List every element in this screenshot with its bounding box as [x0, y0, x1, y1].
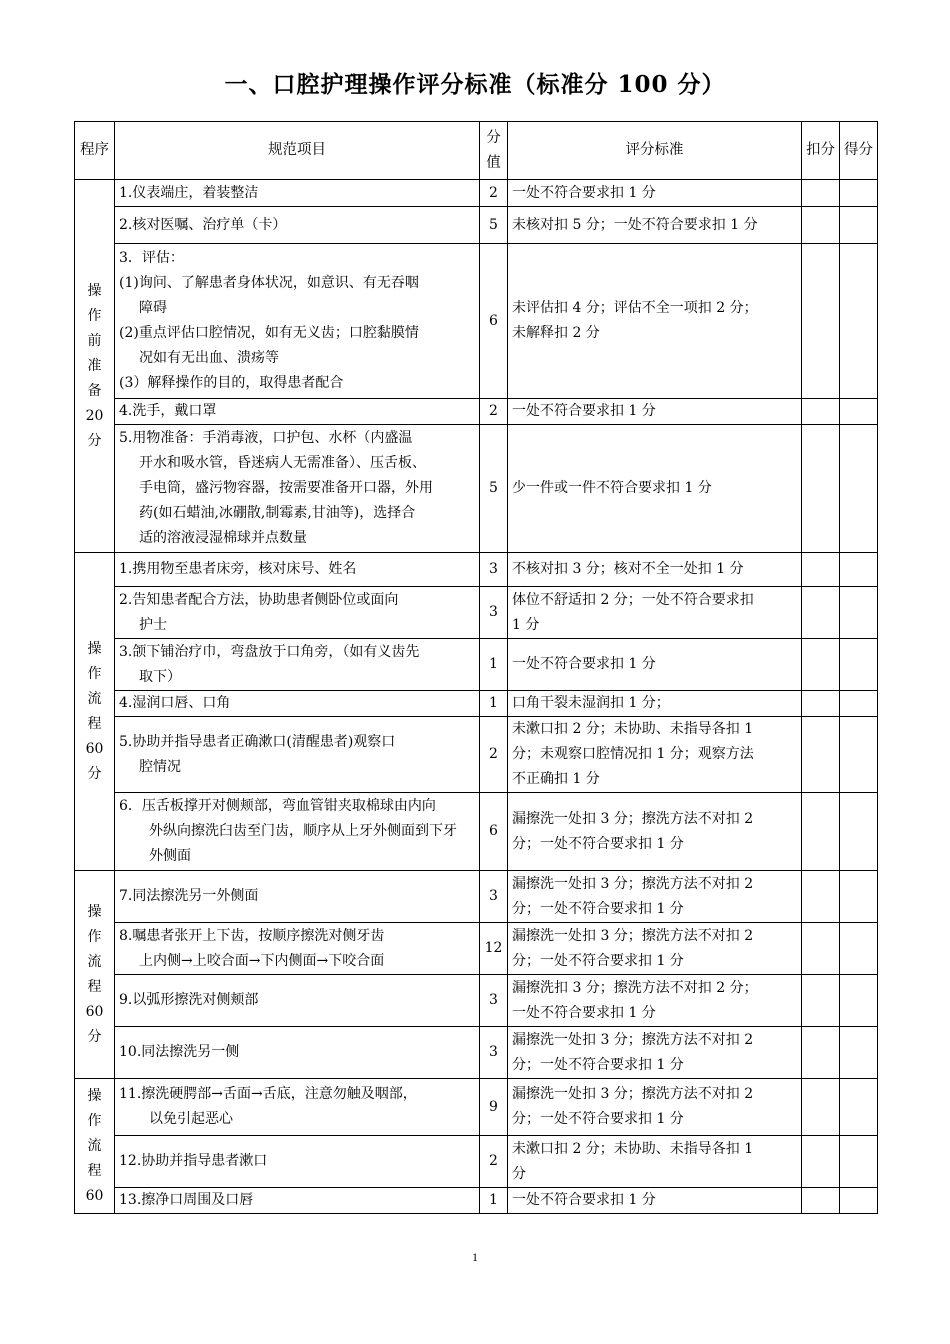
score-cell: 2: [480, 399, 508, 425]
table-row: [75, 399, 878, 425]
criteria-cell: [508, 1188, 802, 1214]
got-cell[interactable]: [840, 425, 878, 553]
item-line: 手电筒，盛污物容器，按需要准备开口器，外用: [139, 480, 433, 496]
criteria-cell: [508, 399, 802, 425]
score-cell: 1: [480, 1188, 508, 1214]
item-line: (2)重点评估口腔情况，如有无义齿；口腔黏膜情: [119, 325, 419, 341]
got-cell[interactable]: [840, 871, 878, 923]
criteria-line: 不核对扣 3 分；核对不全一处扣 1 分: [512, 561, 744, 577]
item-cell: [115, 207, 480, 244]
table-row: [75, 923, 878, 975]
score-cell: 2: [480, 180, 508, 207]
stage-char: 程: [87, 978, 102, 995]
item-line: 9.以弧形擦洗对侧颊部: [119, 992, 259, 1008]
item-cell: [115, 180, 480, 207]
criteria-cell: [508, 923, 802, 975]
criteria-line: 分；一处不符合要求扣 1 分: [512, 952, 684, 969]
table-row: [75, 691, 878, 717]
item-cell: [115, 691, 480, 717]
stage-label: [75, 553, 115, 871]
table-row: [75, 244, 878, 399]
item-cell: [115, 639, 480, 691]
criteria-cell: [508, 717, 802, 793]
criteria-cell: [508, 207, 802, 244]
item-line: 13.擦净口周围及口唇: [119, 1192, 254, 1208]
criteria-line: 分；一处不符合要求扣 1 分: [512, 835, 684, 852]
score-cell: 3: [480, 553, 508, 587]
stage-char: 操: [87, 640, 102, 657]
stage-char: 60: [85, 1187, 104, 1204]
deduct-cell[interactable]: [802, 244, 840, 399]
got-cell[interactable]: [840, 717, 878, 793]
score-cell: 3: [480, 587, 508, 639]
stage-char: 流: [87, 690, 102, 707]
got-cell[interactable]: [840, 587, 878, 639]
score-cell: 12: [480, 923, 508, 975]
item-line: 障碍: [139, 300, 167, 316]
deduct-cell[interactable]: [802, 425, 840, 553]
stage-char: 操: [87, 903, 102, 920]
item-line: 药(如石蜡油,冰硼散,制霉素,甘油等)，选择合: [139, 505, 416, 521]
criteria-cell: [508, 587, 802, 639]
criteria-line: 1 分: [512, 616, 540, 633]
score-cell: 1: [480, 639, 508, 691]
criteria-line: 不正确扣 1 分: [512, 771, 600, 787]
header-stage: 程序: [75, 122, 115, 180]
item-line: 外纵向擦洗臼齿至门齿，顺序从上牙外侧面到下牙: [149, 823, 457, 839]
criteria-line: 一处不符合要求扣 1 分: [512, 403, 656, 419]
deduct-cell[interactable]: [802, 1027, 840, 1079]
table-row: [75, 553, 878, 587]
got-cell[interactable]: [840, 1136, 878, 1188]
item-cell: [115, 244, 480, 399]
deduct-cell[interactable]: [802, 923, 840, 975]
criteria-cell: [508, 553, 802, 587]
criteria-cell: [508, 244, 802, 399]
deduct-cell[interactable]: [802, 1136, 840, 1188]
item-line: 8.嘱患者张开上下齿，按顺序擦洗对侧牙齿: [119, 927, 385, 944]
table-row: [75, 180, 878, 207]
table-row: [75, 1188, 878, 1214]
item-line: 5.用物准备：手消毒液，口护包、水杯（内盛温: [119, 430, 413, 446]
score-cell: 2: [480, 717, 508, 793]
scoring-table: [74, 121, 878, 1214]
page-title: 一、口腔护理操作评分标准（标准分 100 分）: [224, 71, 726, 98]
table-row: [75, 871, 878, 923]
criteria-line: 漏擦洗扣 3 分；擦洗方法不对扣 2 分；: [512, 979, 758, 996]
criteria-line: 漏擦洗一处扣 3 分；擦洗方法不对扣 2: [512, 927, 754, 944]
item-line: 2.核对医嘱、治疗单（卡）: [119, 216, 287, 233]
stage-char: 准: [87, 357, 102, 374]
header-criteria: 评分标准: [508, 122, 802, 180]
criteria-cell: [508, 1079, 802, 1136]
deduct-cell[interactable]: [802, 871, 840, 923]
criteria-cell: [508, 425, 802, 553]
stage-char: 分: [87, 1028, 102, 1045]
deduct-cell[interactable]: [802, 793, 840, 871]
item-line: (1)询问、了解患者身体状况，如意识、有无吞咽: [119, 275, 419, 291]
header-row: [75, 122, 878, 180]
item-cell: [115, 923, 480, 975]
score-cell: 3: [480, 1027, 508, 1079]
table-row: [75, 1079, 878, 1136]
deduct-cell[interactable]: [802, 587, 840, 639]
criteria-cell: [508, 871, 802, 923]
criteria-line: 一处不符合要求扣 1 分: [512, 656, 656, 672]
table-row: [75, 975, 878, 1027]
item-line: 适的溶液浸湿棉球并点数量: [139, 530, 307, 546]
deduct-cell[interactable]: [802, 639, 840, 691]
criteria-line: 分；一处不符合要求扣 1 分: [512, 1056, 684, 1073]
stage-char: 20: [85, 407, 104, 424]
item-cell: [115, 975, 480, 1027]
item-line: 11.擦洗硬腭部→舌面→舌底，注意勿触及咽部，: [119, 1086, 417, 1102]
item-line: 护士: [139, 616, 167, 633]
header-got: 得分: [840, 122, 878, 180]
item-line: 3.颌下铺治疗巾，弯盘放于口角旁，（如有义齿先: [119, 643, 420, 660]
stage-char: 作: [87, 1112, 102, 1129]
criteria-line: 未解释扣 2 分: [512, 325, 600, 341]
stage-char: 流: [87, 1137, 102, 1154]
table-row: [75, 717, 878, 793]
item-line: 4.湿润口唇、口角: [119, 695, 231, 711]
deduct-cell[interactable]: [802, 1079, 840, 1136]
item-line: 取下）: [139, 668, 181, 685]
table-row: [75, 425, 878, 553]
item-cell: [115, 717, 480, 793]
score-cell: 2: [480, 1136, 508, 1188]
stage-label: [75, 1079, 115, 1214]
criteria-line: 漏擦洗一处扣 3 分；擦洗方法不对扣 2: [512, 1086, 754, 1102]
stage-label: [75, 180, 115, 553]
got-cell[interactable]: [840, 691, 878, 717]
item-line: 6．压舌板撑开对侧颊部，弯血管钳夹取棉球由内向: [119, 798, 436, 814]
got-cell[interactable]: [840, 207, 878, 244]
stage-char: 程: [87, 1162, 102, 1179]
table-row: [75, 1027, 878, 1079]
item-line: 7.同法擦洗另一外侧面: [119, 888, 259, 904]
score-cell: 5: [480, 425, 508, 553]
stage-char: 作: [87, 307, 102, 324]
got-cell[interactable]: [840, 244, 878, 399]
deduct-cell[interactable]: [802, 691, 840, 717]
got-cell[interactable]: [840, 180, 878, 207]
table-row: [75, 207, 878, 244]
score-cell: 3: [480, 871, 508, 923]
item-cell: [115, 1079, 480, 1136]
item-cell: [115, 871, 480, 923]
score-cell: 5: [480, 207, 508, 244]
got-cell[interactable]: [840, 1079, 878, 1136]
item-line: 开水和吸水管，昏迷病人无需准备）、压舌板、: [139, 455, 426, 471]
item-cell: [115, 425, 480, 553]
score-cell: 6: [480, 244, 508, 399]
item-line: 1.仪表端庄，着装整洁: [119, 184, 259, 201]
item-line: 1.携用物至患者床旁，核对床号、姓名: [119, 561, 357, 577]
criteria-line: 口角干裂未湿润扣 1 分；: [512, 695, 670, 711]
criteria-line: 一处不符合要求扣 1 分: [512, 1004, 656, 1021]
got-cell[interactable]: [840, 1188, 878, 1214]
item-cell: [115, 399, 480, 425]
got-cell[interactable]: [840, 923, 878, 975]
criteria-cell: [508, 691, 802, 717]
table-row: [75, 1136, 878, 1188]
criteria-line: 漏擦洗一处扣 3 分；擦洗方法不对扣 2: [512, 810, 754, 827]
item-cell: [115, 793, 480, 871]
criteria-line: 分；未观察口腔情况扣 1 分；观察方法: [512, 746, 754, 762]
item-line: 3．评估：: [119, 250, 184, 266]
stage-char: 程: [87, 715, 102, 732]
item-line: 以免引起恶心: [149, 1111, 233, 1127]
deduct-cell[interactable]: [802, 207, 840, 244]
stage-char: 分: [87, 432, 102, 449]
criteria-line: 未漱口扣 2 分；未协助、未指导各扣 1: [512, 721, 754, 737]
stage-label: [75, 871, 115, 1079]
criteria-cell: [508, 180, 802, 207]
item-line: 5.协助并指导患者正确漱口(清醒患者)观察口: [119, 733, 396, 750]
got-cell[interactable]: [840, 975, 878, 1027]
item-cell: [115, 1188, 480, 1214]
item-line: 12.协助并指导患者漱口: [119, 1153, 268, 1169]
criteria-line: 一处不符合要求扣 1 分: [512, 184, 656, 201]
header-score: 分 值: [480, 122, 508, 180]
criteria-cell: [508, 639, 802, 691]
criteria-line: 分: [512, 1165, 526, 1182]
got-cell[interactable]: [840, 639, 878, 691]
score-cell: 6: [480, 793, 508, 871]
stage-char: 作: [87, 928, 102, 945]
got-cell[interactable]: [840, 399, 878, 425]
criteria-cell: [508, 1136, 802, 1188]
item-cell: [115, 1027, 480, 1079]
deduct-cell[interactable]: [802, 717, 840, 793]
page-number: 1: [472, 1250, 478, 1264]
item-cell: [115, 1136, 480, 1188]
stage-char: 60: [85, 740, 104, 757]
got-cell[interactable]: [840, 1027, 878, 1079]
deduct-cell[interactable]: [802, 975, 840, 1027]
item-line: (3）解释操作的目的，取得患者配合: [119, 375, 344, 391]
item-line: 外侧面: [149, 848, 191, 864]
item-line: 况如有无出血、溃疡等: [139, 350, 279, 366]
criteria-line: 漏擦洗一处扣 3 分；擦洗方法不对扣 2: [512, 875, 754, 892]
stage-char: 前: [87, 332, 102, 349]
stage-char: 60: [85, 1003, 104, 1020]
table-row: [75, 639, 878, 691]
stage-char: 作: [87, 665, 102, 682]
criteria-line: 漏擦洗一处扣 3 分；擦洗方法不对扣 2: [512, 1031, 754, 1048]
item-line: 2.告知患者配合方法，协助患者侧卧位或面向: [119, 591, 399, 608]
table-row: [75, 587, 878, 639]
criteria-line: 分；一处不符合要求扣 1 分: [512, 900, 684, 917]
stage-char: 流: [87, 953, 102, 970]
item-line: 腔情况: [139, 758, 181, 775]
criteria-line: 分；一处不符合要求扣 1 分: [512, 1111, 684, 1127]
criteria-line: 少一件或一件不符合要求扣 1 分: [512, 480, 712, 496]
criteria-line: 未核对扣 5 分；一处不符合要求扣 1 分: [512, 216, 758, 233]
criteria-line: 未漱口扣 2 分；未协助、未指导各扣 1: [512, 1140, 754, 1157]
score-cell: 3: [480, 975, 508, 1027]
table-body: [75, 180, 878, 1214]
deduct-cell[interactable]: [802, 553, 840, 587]
item-line: 10.同法擦洗另一侧: [119, 1044, 240, 1060]
item-line: 上内侧→上咬合面→下内侧面→下咬合面: [139, 952, 385, 969]
item-cell: [115, 553, 480, 587]
score-cell: 9: [480, 1079, 508, 1136]
header-item: 规范项目: [115, 122, 480, 180]
criteria-line: 一处不符合要求扣 1 分: [512, 1192, 656, 1208]
score-cell: 1: [480, 691, 508, 717]
criteria-cell: [508, 1027, 802, 1079]
criteria-line: 未评估扣 4 分；评估不全一项扣 2 分；: [512, 300, 758, 316]
table-row: [75, 793, 878, 871]
criteria-cell: [508, 793, 802, 871]
stage-char: 操: [87, 282, 102, 299]
deduct-cell[interactable]: [802, 399, 840, 425]
header-deduct: 扣分: [802, 122, 840, 180]
got-cell[interactable]: [840, 793, 878, 871]
got-cell[interactable]: [840, 553, 878, 587]
deduct-cell[interactable]: [802, 1188, 840, 1214]
criteria-line: 体位不舒适扣 2 分；一处不符合要求扣: [512, 591, 754, 608]
item-line: 4.洗手，戴口罩: [119, 403, 217, 419]
stage-char: 分: [87, 765, 102, 782]
item-cell: [115, 587, 480, 639]
criteria-cell: [508, 975, 802, 1027]
stage-char: 操: [87, 1087, 102, 1104]
deduct-cell[interactable]: [802, 180, 840, 207]
stage-char: 备: [87, 382, 102, 399]
